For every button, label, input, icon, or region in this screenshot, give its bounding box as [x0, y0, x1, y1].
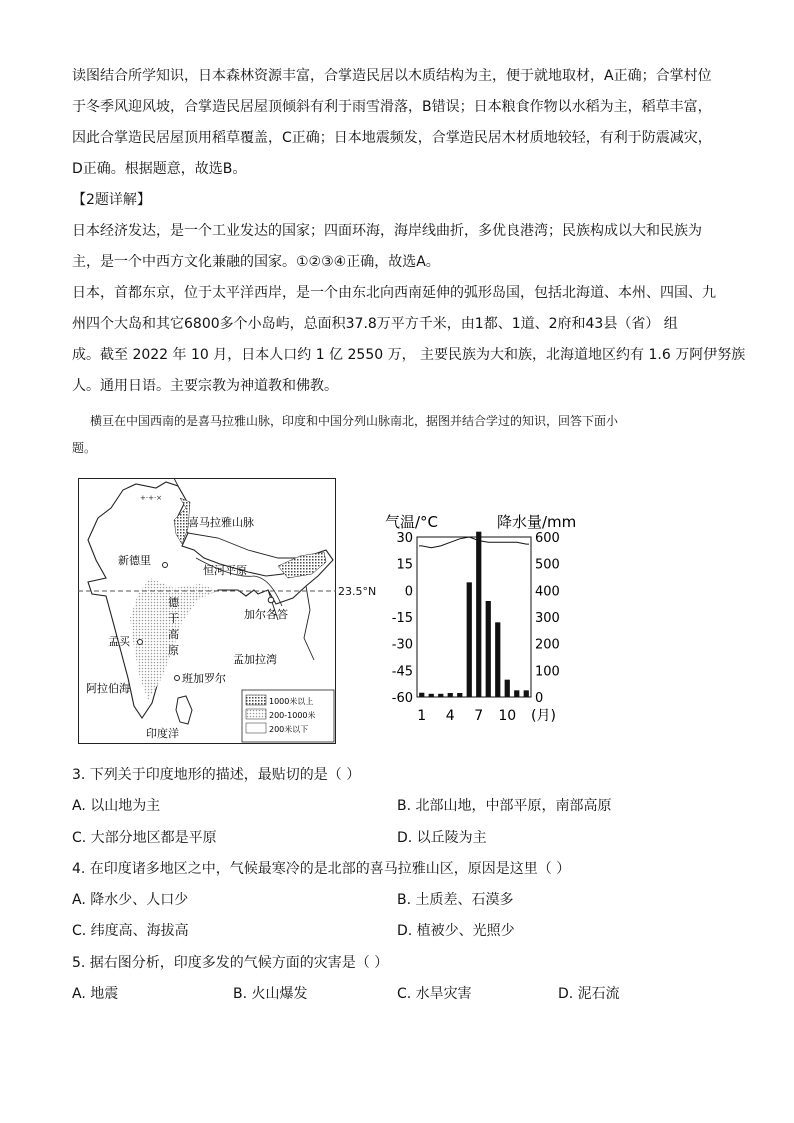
- question-5-stem: 5. 据右图分析，印度多发的气候方面的灾害是（ ）: [72, 955, 389, 971]
- newdelhi-dot: [163, 563, 168, 568]
- kolkata-label: 加尔各答: [244, 608, 288, 621]
- chart-plot-frame: [417, 537, 531, 697]
- text-line: 读图结合所学知识，日本森林资源丰富，合掌造民居以木质结构为主，便于就地取材，A正确；合掌村位: [72, 68, 712, 84]
- mumbai-label: 孟买: [108, 635, 130, 648]
- precipitation-bar: [448, 693, 453, 697]
- q5-option-d[interactable]: D. 泥石流: [558, 986, 620, 1002]
- legend-low: 200米以下: [269, 725, 309, 734]
- deccan-label-2: 干: [168, 612, 179, 625]
- map-legend: [242, 690, 334, 742]
- bangalore-label: 班加罗尔: [182, 672, 226, 685]
- kolkata-dot: [268, 597, 274, 603]
- q5-option-a[interactable]: A. 地震: [72, 986, 119, 1002]
- right-tick-label: 200: [535, 637, 560, 653]
- text-line: 因此合掌造民居屋顶用稻草覆盖，C正确；日本地震频发，合掌造民居木材质地较轻，有利于防震减灾，: [72, 130, 712, 146]
- left-tick-label: 30: [396, 531, 413, 546]
- disputed-marks: +·+·×: [140, 494, 163, 502]
- arabian-sea-label: 阿拉伯海: [86, 682, 130, 695]
- text-line: 日本，首都东京，位于太平洋西岸，是一个由东北向西南延伸的弧形岛国，包括北海道、本州、四国、九: [72, 285, 716, 301]
- right-tick-label: 100: [535, 664, 560, 680]
- precipitation-bar: [495, 622, 500, 697]
- precipitation-bar: [467, 582, 472, 697]
- x-unit-label: (月): [531, 708, 556, 724]
- x-tick-label: 10: [498, 708, 517, 724]
- precipitation-bar: [429, 694, 434, 697]
- left-tick-label: -15: [391, 611, 413, 626]
- detail-2: [72, 185, 746, 402]
- explanation-1: [72, 61, 722, 185]
- x-tick-label: 7: [474, 708, 484, 724]
- right-axis-ticks: [535, 531, 560, 706]
- left-tick-label: -60: [391, 691, 413, 706]
- text-line: 州四个大岛和其它6800多个小岛屿，总面积37.8万平方千米，由1都、1道、2府和43县（省） 组: [72, 316, 678, 332]
- q4-option-c[interactable]: C. 纬度高、海拔高: [72, 923, 189, 939]
- q4-option-d[interactable]: D. 植被少、光照少: [397, 923, 515, 939]
- q3-option-d[interactable]: D. 以丘陵为主: [397, 830, 487, 846]
- x-tick-label: 4: [445, 708, 455, 724]
- precipitation-bar: [486, 601, 491, 697]
- deccan-label-3: 高: [168, 628, 179, 641]
- left-tick-label: -45: [391, 664, 413, 680]
- right-tick-label: 500: [535, 557, 560, 573]
- newdelhi-label: 新德里: [118, 554, 151, 567]
- text-line: 于冬季风迎风坡，合掌造民居屋顶倾斜有利于雨雪滑落，B错误；日本粮食作物以水稻为主，稻草丰富，: [72, 99, 712, 115]
- text-line: 主，是一个中西方文化兼融的国家。①②③④正确，故选A。: [72, 254, 440, 270]
- precipitation-bar: [524, 690, 529, 697]
- q4-option-b[interactable]: B. 土质差、石漠多: [397, 892, 514, 908]
- q3-option-c[interactable]: C. 大部分地区都是平原: [72, 830, 217, 846]
- precipitation-bar: [438, 694, 443, 697]
- right-tick-label: 300: [535, 611, 560, 626]
- right-tick-label: 0: [535, 691, 544, 706]
- ganges-label: 恒河平原: [203, 564, 247, 577]
- bangalore-dot: [175, 676, 180, 681]
- temperature-line: [419, 537, 529, 548]
- precipitation-bar: [514, 690, 519, 697]
- q3-option-a[interactable]: A. 以山地为主: [72, 798, 161, 814]
- x-axis-ticks: [417, 708, 516, 724]
- text-line: 日本经济发达，是一个工业发达的国家；四面环海，海岸线曲折，多优良港湾；民族构成以大和民族为: [72, 223, 702, 239]
- q3-option-b[interactable]: B. 北部山地，中部平原，南部高原: [397, 798, 612, 814]
- legend-mid: 200-1000米: [269, 711, 316, 720]
- right-tick-label: 400: [535, 584, 560, 600]
- text-line: 横亘在中国西南的是喜马拉雅山脉，印度和中国分列山脉南北，据图并结合学过的知识，回答下面小: [90, 414, 619, 428]
- precipitation-bar: [476, 532, 481, 697]
- left-tick-label: 0: [404, 584, 413, 600]
- himalaya-label: 喜马拉雅山脉: [188, 516, 254, 529]
- chart-ylabel-left: 气温/°C: [385, 513, 439, 531]
- left-tick-label: -30: [391, 637, 413, 653]
- text-line: 人。通用日语。主要宗教为神道教和佛教。: [72, 378, 338, 394]
- precipitation-bar: [457, 693, 462, 697]
- precipitation-bars: [419, 532, 529, 697]
- india-map: [78, 478, 336, 744]
- climate-chart: [385, 505, 585, 730]
- precipitation-bar: [505, 680, 510, 697]
- q5-option-c[interactable]: C. 水旱灾害: [397, 986, 472, 1002]
- deccan-label-1: 德: [168, 596, 179, 609]
- mumbai-dot: [138, 640, 143, 645]
- bengal-label: 孟加拉湾: [233, 653, 277, 666]
- chart-ylabel-right: 降水量/mm: [497, 513, 577, 531]
- precipitation-bar: [419, 693, 424, 697]
- section-heading: 【2题详解】: [72, 192, 151, 208]
- question-4-stem: 4. 在印度诸多地区之中，气候最寒冷的是北部的喜马拉雅山区，原因是这里（ ）: [72, 861, 571, 877]
- q4-option-a[interactable]: A. 降水少、人口少: [72, 892, 189, 908]
- left-tick-label: 15: [396, 557, 413, 573]
- latitude-label: 23.5°N: [338, 585, 377, 598]
- text-line: 成。截至 2022 年 10 月，日本人口约 1 亿 2550 万， 主要民族为大和族，北海道地区约有 1.6 万阿伊努族: [72, 347, 746, 363]
- question-intro: [72, 408, 730, 462]
- right-tick-label: 600: [535, 531, 560, 546]
- question-3-stem: 3. 下列关于印度地形的描述，最贴切的是（ ）: [72, 767, 361, 783]
- deccan-label-4: 原: [168, 644, 179, 657]
- legend-high: 1000米以上: [269, 697, 314, 706]
- q5-option-b[interactable]: B. 火山爆发: [233, 986, 308, 1002]
- indian-ocean-label: 印度洋: [146, 727, 179, 740]
- text-line: D正确。根据题意，故选B。: [72, 161, 247, 177]
- text-line: 题。: [72, 441, 97, 455]
- left-axis-ticks: [392, 531, 413, 706]
- x-tick-label: 1: [417, 708, 427, 724]
